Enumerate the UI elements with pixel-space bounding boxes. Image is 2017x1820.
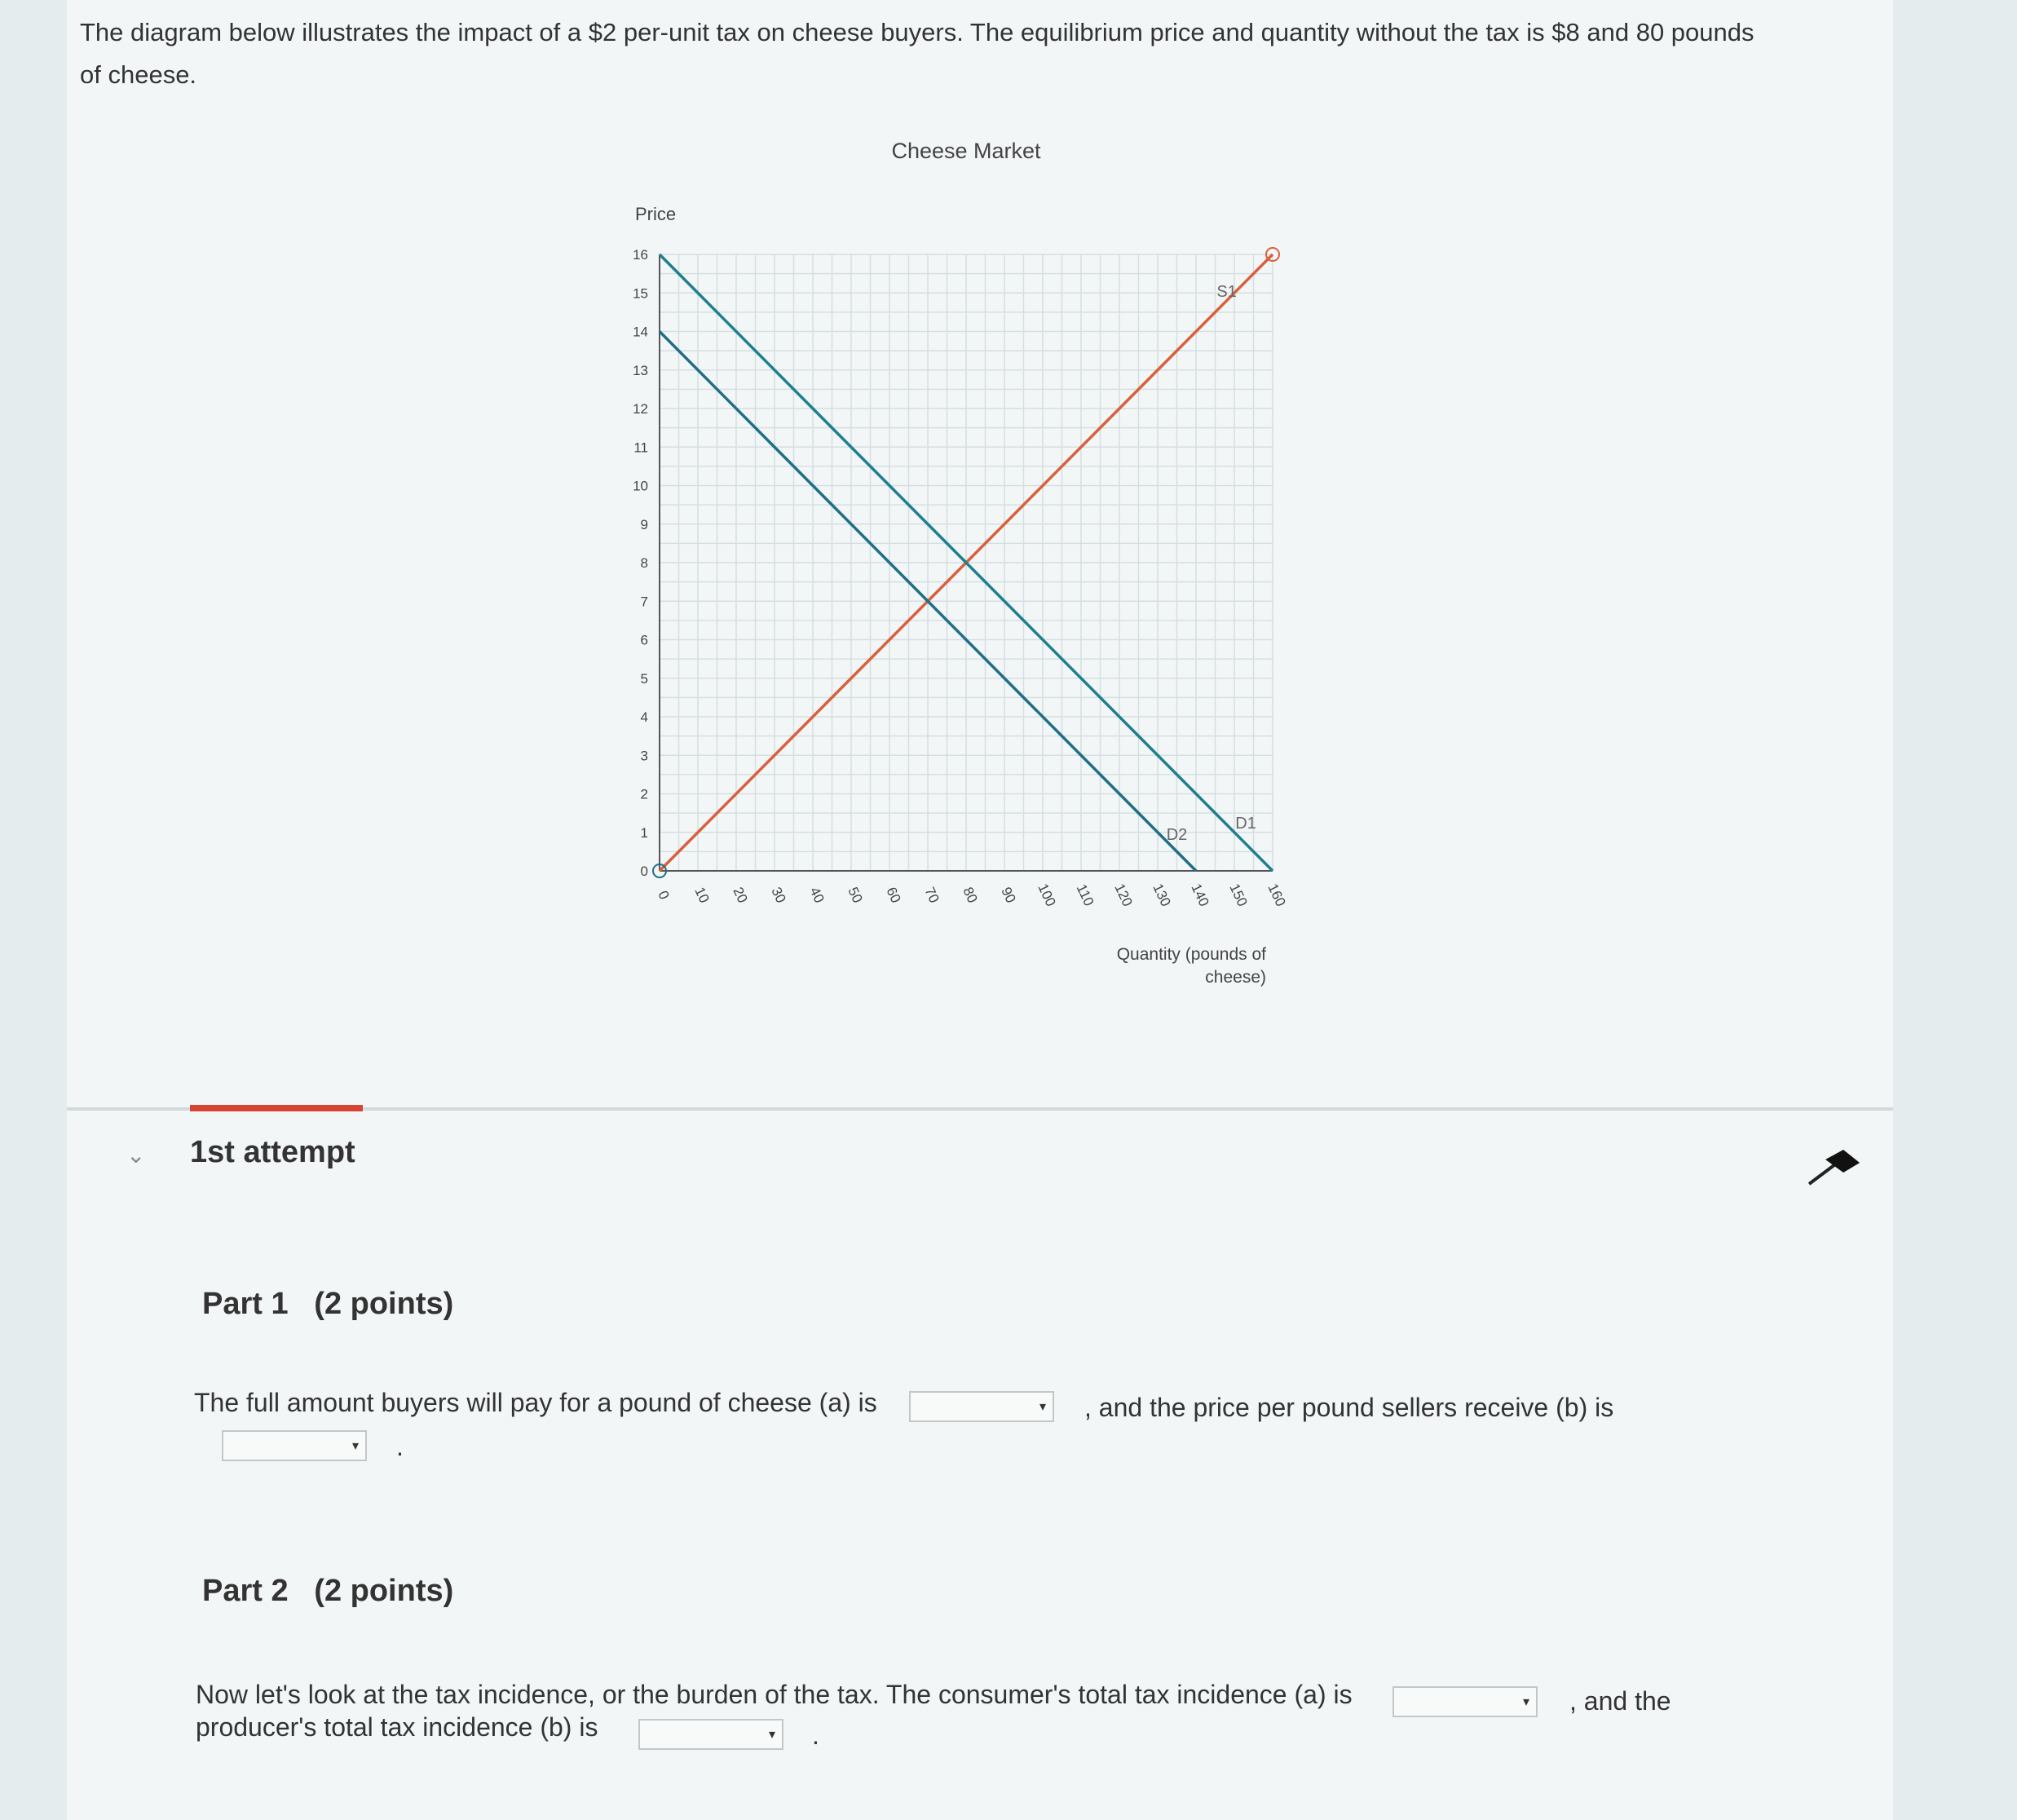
series-label-d2: D2 xyxy=(1166,826,1188,845)
part-1-dropdown-a[interactable] xyxy=(909,1391,1054,1422)
x-tick-label: 80 xyxy=(960,885,981,906)
part-1-question-b: , and the price per pound sellers receive (b) is xyxy=(1084,1393,1614,1422)
y-tick-label: 16 xyxy=(633,247,648,263)
y-tick-label: 10 xyxy=(633,478,648,494)
y-tick-label: 12 xyxy=(633,401,648,417)
chart-title: Cheese Market xyxy=(891,139,1041,163)
x-tick-label: 0 xyxy=(655,888,673,902)
series-label-d1: D1 xyxy=(1235,815,1256,833)
dropdown-arrow-icon: ▾ xyxy=(768,1728,775,1742)
x-tick-label: 160 xyxy=(1264,881,1289,909)
y-tick-label: 5 xyxy=(640,670,648,687)
x-tick-label: 120 xyxy=(1111,881,1136,909)
part-2-question-c: producer's total tax incidence (b) is xyxy=(196,1712,598,1742)
y-tick-label: 1 xyxy=(640,824,648,841)
dropdown-arrow-icon: ▾ xyxy=(1039,1400,1046,1414)
part-1-question-a: The full amount buyers will pay for a pound of cheese (a) is xyxy=(194,1388,877,1417)
y-tick-label: 6 xyxy=(640,632,648,648)
x-tick-label: 110 xyxy=(1073,881,1097,908)
y-tick-label: 14 xyxy=(633,324,648,340)
x-tick-label: 50 xyxy=(845,885,866,906)
dropdown-arrow-icon: ▾ xyxy=(351,1439,359,1453)
series-label-s1: S1 xyxy=(1216,282,1237,301)
chevron-down-icon[interactable]: ⌄ xyxy=(126,1142,146,1168)
part-1-title: Part 1 (2 points) xyxy=(202,1287,454,1321)
x-tick-label: 10 xyxy=(691,885,713,906)
y-tick-label: 7 xyxy=(640,594,648,610)
part-2-title: Part 2 (2 points) xyxy=(202,1574,454,1608)
dropdown-arrow-icon: ▾ xyxy=(1522,1695,1529,1709)
x-tick-label: 130 xyxy=(1150,881,1174,909)
part-2-dropdown-b[interactable] xyxy=(638,1719,783,1750)
chart-svg xyxy=(571,122,1321,1003)
x-tick-label: 30 xyxy=(768,885,789,906)
y-tick-label: 13 xyxy=(633,362,648,378)
x-axis-label: cheese) xyxy=(1205,968,1266,987)
x-tick-label: 60 xyxy=(883,885,904,906)
attempt-label: 1st attempt xyxy=(190,1135,355,1169)
y-tick-label: 8 xyxy=(640,555,648,571)
x-tick-label: 100 xyxy=(1035,881,1059,909)
question-intro: The diagram below illustrates the impact of a $2 per-unit tax on cheese buyers. The equilibrium price and quantity without the tax is $8 and 80 pounds of cheese. xyxy=(80,18,1754,89)
y-tick-label: 9 xyxy=(640,516,648,532)
y-tick-label: 11 xyxy=(633,440,648,456)
x-tick-label: 70 xyxy=(921,885,942,906)
part-1-period: . xyxy=(396,1432,404,1461)
part-2-period: . xyxy=(812,1721,819,1750)
part-2-dropdown-a[interactable] xyxy=(1392,1686,1538,1717)
y-tick-label: 3 xyxy=(640,748,648,764)
y-tick-label: 2 xyxy=(640,786,648,802)
pushpin-icon[interactable] xyxy=(1806,1148,1863,1193)
part-2-question-a: Now let's look at the tax incidence, or the burden of the tax. The consumer's total tax incidence (a) is xyxy=(196,1680,1353,1709)
y-tick-label: 15 xyxy=(633,285,648,302)
y-axis-label: Price xyxy=(635,204,677,224)
attempt-tab-indicator xyxy=(190,1105,363,1111)
x-tick-label: 140 xyxy=(1188,881,1212,909)
cheese-market-chart xyxy=(571,122,1321,1003)
x-tick-label: 90 xyxy=(998,885,1019,906)
part-2-question-b: , and the xyxy=(1569,1686,1671,1716)
x-tick-label: 40 xyxy=(806,885,828,906)
y-tick-label: 0 xyxy=(640,864,648,879)
y-tick-label: 4 xyxy=(640,709,648,725)
x-axis-label: Quantity (pounds of xyxy=(1116,945,1266,964)
part-1-dropdown-b[interactable] xyxy=(222,1430,367,1461)
x-tick-label: 150 xyxy=(1226,881,1251,909)
x-tick-label: 20 xyxy=(730,885,751,906)
